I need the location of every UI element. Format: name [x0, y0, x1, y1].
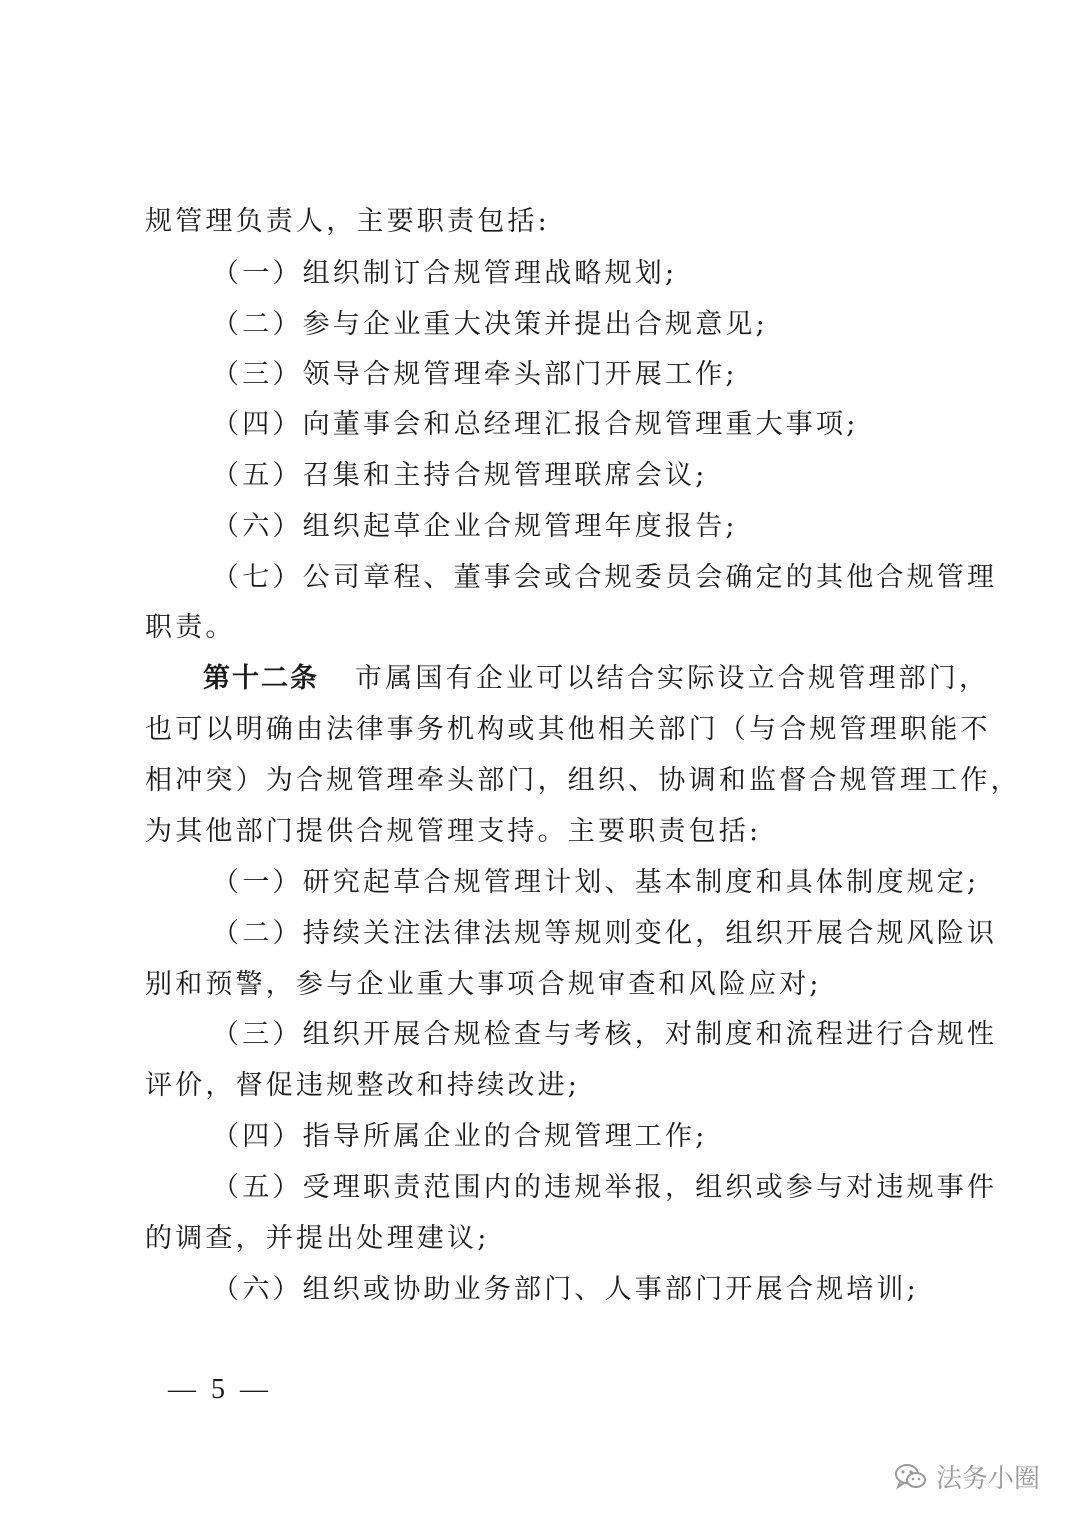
- list-item: （五）召集和主持合规管理联席会议;: [212, 460, 708, 491]
- text-line: 别和预警，参与企业重大事项合规审查和风险应对;: [145, 969, 822, 1000]
- list-item: （四）指导所属企业的合规管理工作;: [212, 1121, 708, 1152]
- list-item: （三）领导合规管理牵头部门开展工作;: [212, 359, 738, 390]
- page-number: — 5 —: [168, 1374, 272, 1405]
- list-item: （五）受理职责范围内的违规举报，组织或参与对违规事件: [212, 1172, 998, 1203]
- list-item: （七）公司章程、董事会或合规委员会确定的其他合规管理: [212, 562, 998, 593]
- list-item: （一）组织制订合规管理战略规划;: [212, 258, 678, 289]
- list-item: （六）组织起草企业合规管理年度报告;: [212, 511, 738, 542]
- text-line: 规管理负责人，主要职责包括:: [145, 206, 550, 237]
- text-line: 评价，督促违规整改和持续改进;: [145, 1070, 581, 1101]
- list-item: （三）组织开展合规检查与考核，对制度和流程进行合规性: [212, 1019, 998, 1050]
- list-item: （四）向董事会和总经理汇报合规管理重大事项;: [212, 409, 859, 440]
- text-line: 也可以明确由法律事务机构或其他相关部门（与合规管理职能不: [145, 714, 991, 745]
- list-item: （六）组织或协助业务部门、人事部门开展合规培训;: [212, 1274, 919, 1305]
- watermark-text: 法务小圈: [935, 1464, 1040, 1494]
- text-line: 的调查，并提出处理建议;: [145, 1223, 490, 1254]
- text-line: 职责。: [145, 612, 236, 643]
- text-line: 相冲突）为合规管理牵头部门，组织、协调和监督合规管理工作，: [145, 765, 1021, 796]
- text-line: 为其他部门提供合规管理支持。主要职责包括:: [145, 816, 762, 847]
- text-line: 市属国有企业可以结合实际设立合规管理部门，: [355, 663, 990, 694]
- list-item: （二）持续关注法律法规等规则变化，组织开展合规风险识: [212, 918, 998, 949]
- watermark: [894, 1458, 1040, 1495]
- list-item: （二）参与企业重大决策并提出合规意见;: [212, 309, 768, 340]
- list-item: （一）研究起草合规管理计划、基本制度和具体制度规定;: [212, 867, 980, 898]
- article-paragraph-start: [0, 662, 1080, 696]
- article-heading: 第十二条: [203, 663, 319, 694]
- wechat-icon: [894, 1462, 928, 1492]
